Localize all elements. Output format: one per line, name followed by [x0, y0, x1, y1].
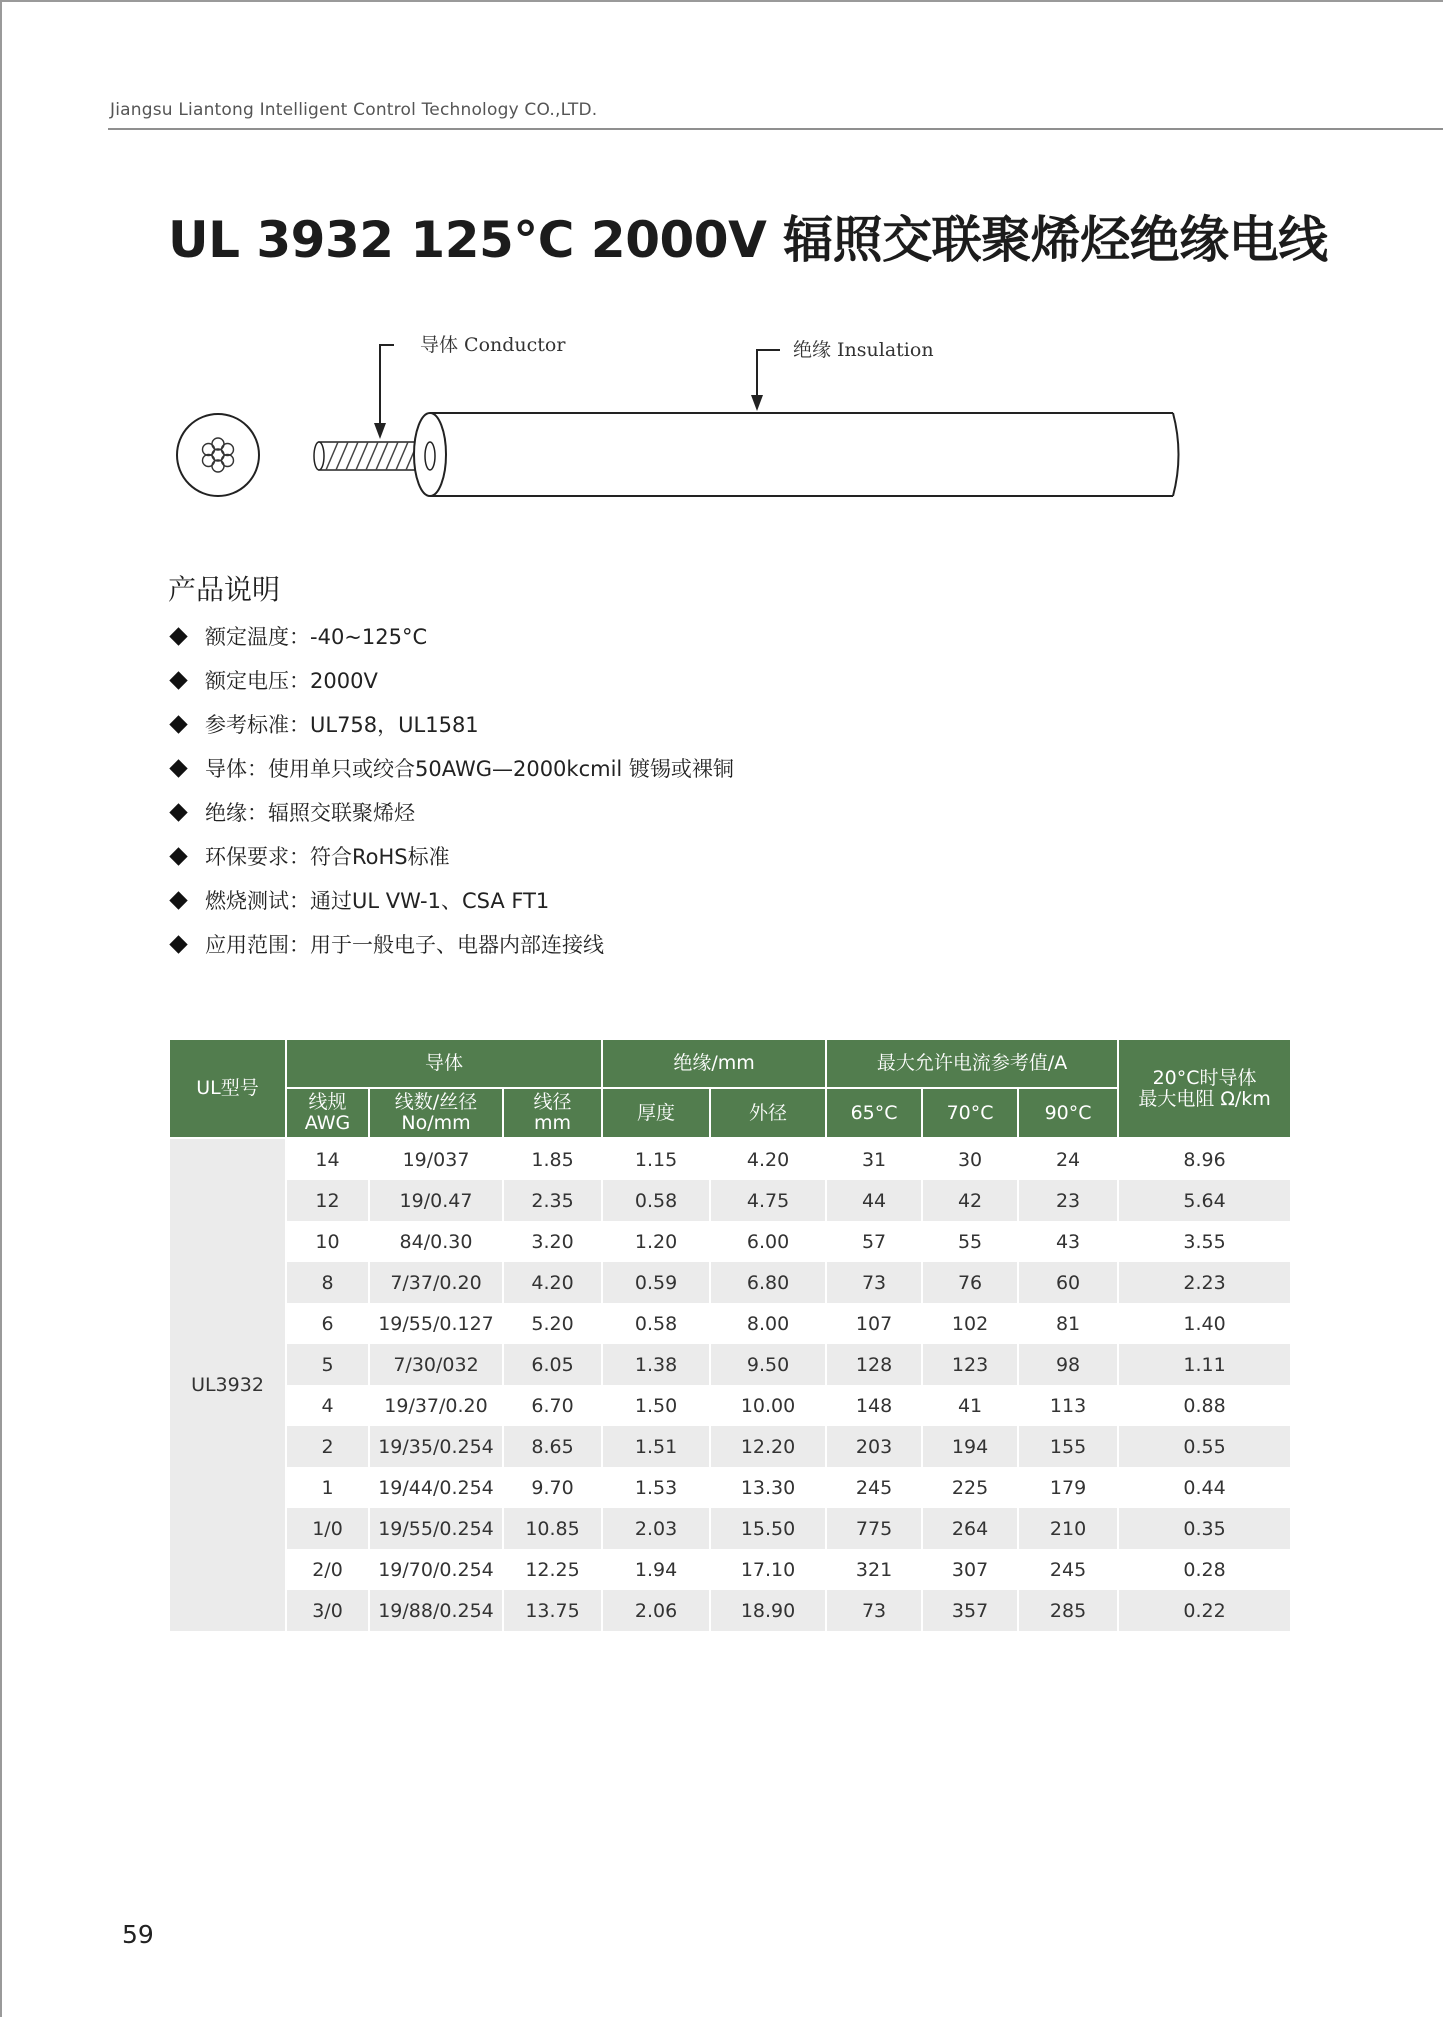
cell-current-70c: 264: [922, 1508, 1018, 1549]
col-header-resistance-line1: 20°C时导体: [1152, 1066, 1257, 1089]
cell-current-65c: 775: [826, 1508, 922, 1549]
col-header-insulation: 绝缘/mm: [602, 1039, 826, 1088]
page-title: UL 3932 125°C 2000V 辐照交联聚烯烃绝缘电线: [168, 211, 1328, 269]
col-header-awg-line2: AWG: [304, 1112, 351, 1134]
cell-thickness: 2.06: [602, 1590, 710, 1631]
cell-outer-diameter: 8.00: [710, 1303, 826, 1344]
list-item: [168, 834, 734, 878]
cell-current-65c: 148: [826, 1385, 922, 1426]
cell-outer-diameter: 10.00: [710, 1385, 826, 1426]
list-item-text: 额定电压：2000V: [205, 669, 378, 693]
cell-resistance: 3.55: [1118, 1221, 1291, 1262]
page-number: 59: [122, 1920, 154, 1949]
cell-resistance: 5.64: [1118, 1180, 1291, 1221]
col-header-diameter: [503, 1088, 602, 1138]
cell-diameter: 12.25: [503, 1549, 602, 1590]
table-row: [169, 1467, 1291, 1508]
cell-current-70c: 102: [922, 1303, 1018, 1344]
cell-awg: 8: [286, 1262, 369, 1303]
cell-diameter: 1.85: [503, 1138, 602, 1180]
list-item: [168, 746, 734, 790]
cell-thickness: 0.58: [602, 1180, 710, 1221]
cell-diameter: 8.65: [503, 1426, 602, 1467]
list-item-text: 绝缘：辐照交联聚烯烃: [205, 801, 415, 825]
cell-awg: 1/0: [286, 1508, 369, 1549]
cross-section-icon: [177, 414, 259, 496]
cell-current-65c: 321: [826, 1549, 922, 1590]
cell-diameter: 6.05: [503, 1344, 602, 1385]
col-header-strand-line1: 线数/丝径: [394, 1091, 478, 1113]
cell-current-65c: 107: [826, 1303, 922, 1344]
cell-resistance: 1.40: [1118, 1303, 1291, 1344]
cell-outer-diameter: 9.50: [710, 1344, 826, 1385]
table-body: [169, 1138, 1291, 1631]
cell-current-65c: 245: [826, 1467, 922, 1508]
cell-outer-diameter: 12.20: [710, 1426, 826, 1467]
list-item-text: 参考标准：UL758，UL1581: [205, 713, 479, 737]
list-item: [168, 702, 734, 746]
cell-awg: 14: [286, 1138, 369, 1180]
insulation-label: 绝缘 Insulation: [793, 339, 934, 361]
cell-strand: 19/55/0.254: [369, 1508, 503, 1549]
cell-outer-diameter: 13.30: [710, 1467, 826, 1508]
table-row: [169, 1221, 1291, 1262]
col-header-resistance: [1118, 1039, 1291, 1138]
cell-current-70c: 123: [922, 1344, 1018, 1385]
cell-current-90c: 155: [1018, 1426, 1118, 1467]
cell-outer-diameter: 18.90: [710, 1590, 826, 1631]
spec-table: [168, 1038, 1292, 1631]
cell-diameter: 4.20: [503, 1262, 602, 1303]
cell-thickness: 1.53: [602, 1467, 710, 1508]
cell-current-90c: 24: [1018, 1138, 1118, 1180]
cell-current-65c: 31: [826, 1138, 922, 1180]
cell-resistance: 2.23: [1118, 1262, 1291, 1303]
cell-current-90c: 245: [1018, 1549, 1118, 1590]
cell-current-90c: 81: [1018, 1303, 1118, 1344]
cell-resistance: 8.96: [1118, 1138, 1291, 1180]
col-header-awg: [286, 1088, 369, 1138]
cell-awg: 2: [286, 1426, 369, 1467]
cell-current-70c: 42: [922, 1180, 1018, 1221]
cell-outer-diameter: 15.50: [710, 1508, 826, 1549]
cell-current-90c: 113: [1018, 1385, 1118, 1426]
page-border-top: [0, 0, 1443, 2]
col-header-awg-line1: 线规: [308, 1091, 347, 1113]
cell-diameter: 5.20: [503, 1303, 602, 1344]
cell-thickness: 1.94: [602, 1549, 710, 1590]
cell-thickness: 0.59: [602, 1262, 710, 1303]
cell-strand: 19/55/0.127: [369, 1303, 503, 1344]
col-header-65c: 65°C: [826, 1088, 922, 1138]
cell-diameter: 3.20: [503, 1221, 602, 1262]
insulation-tube: [414, 413, 1179, 496]
list-item-text: 应用范围：用于一般电子、电器内部连接线: [205, 933, 604, 957]
list-item: [168, 614, 734, 658]
cell-resistance: 0.22: [1118, 1590, 1291, 1631]
cell-diameter: 13.75: [503, 1590, 602, 1631]
page-border-left: [0, 0, 2, 2017]
section-title: 产品说明: [168, 573, 281, 606]
cell-awg: 5: [286, 1344, 369, 1385]
cell-current-65c: 73: [826, 1262, 922, 1303]
cell-strand: 19/35/0.254: [369, 1426, 503, 1467]
cell-current-70c: 55: [922, 1221, 1018, 1262]
col-header-90c: 90°C: [1018, 1088, 1118, 1138]
cell-resistance: 0.88: [1118, 1385, 1291, 1426]
cell-resistance: 0.28: [1118, 1549, 1291, 1590]
cell-resistance: 0.55: [1118, 1426, 1291, 1467]
col-header-outer-diameter: 外径: [710, 1088, 826, 1138]
cell-resistance: 1.11: [1118, 1344, 1291, 1385]
company-name: Jiangsu Liantong Intelligent Control Technology CO.,LTD.: [110, 100, 598, 120]
cell-diameter: 9.70: [503, 1467, 602, 1508]
cell-current-65c: 128: [826, 1344, 922, 1385]
cell-outer-diameter: 4.20: [710, 1138, 826, 1180]
diamond-bullet-icon: [169, 891, 187, 909]
cell-diameter: 2.35: [503, 1180, 602, 1221]
diamond-bullet-icon: [169, 715, 187, 733]
cell-strand: 19/88/0.254: [369, 1590, 503, 1631]
cell-strand: 19/44/0.254: [369, 1467, 503, 1508]
col-header-model: UL型号: [169, 1039, 286, 1138]
cell-current-70c: 225: [922, 1467, 1018, 1508]
spec-list: [168, 614, 734, 966]
cell-current-90c: 285: [1018, 1590, 1118, 1631]
cell-strand: 7/37/0.20: [369, 1262, 503, 1303]
table-row: [169, 1508, 1291, 1549]
table-row: [169, 1180, 1291, 1221]
col-header-diameter-line1: 线径: [533, 1091, 572, 1113]
list-item: [168, 658, 734, 702]
diamond-bullet-icon: [169, 935, 187, 953]
cell-awg: 10: [286, 1221, 369, 1262]
cell-current-65c: 203: [826, 1426, 922, 1467]
list-item-text: 导体：使用单只或绞合50AWG—2000kcmil 镀锡或裸铜: [205, 757, 734, 781]
cell-strand: 7/30/032: [369, 1344, 503, 1385]
conductor-leader: [374, 345, 394, 439]
col-header-70c: 70°C: [922, 1088, 1018, 1138]
cell-thickness: 1.15: [602, 1138, 710, 1180]
conductor-label: 导体 Conductor: [420, 334, 566, 356]
table-row: [169, 1344, 1291, 1385]
table-row: [169, 1590, 1291, 1631]
list-item: [168, 922, 734, 966]
cell-model: UL3932: [169, 1138, 286, 1631]
diamond-bullet-icon: [169, 627, 187, 645]
cell-current-65c: 73: [826, 1590, 922, 1631]
cell-current-70c: 307: [922, 1549, 1018, 1590]
cell-awg: 1: [286, 1467, 369, 1508]
cell-current-65c: 44: [826, 1180, 922, 1221]
cell-resistance: 0.44: [1118, 1467, 1291, 1508]
cell-diameter: 6.70: [503, 1385, 602, 1426]
cell-thickness: 1.51: [602, 1426, 710, 1467]
cell-thickness: 1.20: [602, 1221, 710, 1262]
table-row: [169, 1549, 1291, 1590]
cell-outer-diameter: 4.75: [710, 1180, 826, 1221]
cell-current-90c: 210: [1018, 1508, 1118, 1549]
diamond-bullet-icon: [169, 847, 187, 865]
cell-outer-diameter: 17.10: [710, 1549, 826, 1590]
header-divider: [108, 128, 1443, 130]
cell-outer-diameter: 6.00: [710, 1221, 826, 1262]
diamond-bullet-icon: [169, 759, 187, 777]
cell-thickness: 1.50: [602, 1385, 710, 1426]
list-item-text: 燃烧测试：通过UL VW-1、CSA FT1: [205, 889, 550, 913]
cable-diagram: [168, 315, 1198, 515]
list-item-text: 环保要求：符合RoHS标准: [205, 845, 450, 869]
cell-current-70c: 30: [922, 1138, 1018, 1180]
table-row: [169, 1138, 1291, 1180]
col-header-strand: [369, 1088, 503, 1138]
cell-current-90c: 98: [1018, 1344, 1118, 1385]
cell-current-90c: 23: [1018, 1180, 1118, 1221]
cell-strand: 84/0.30: [369, 1221, 503, 1262]
table-row: [169, 1385, 1291, 1426]
cell-current-65c: 57: [826, 1221, 922, 1262]
cell-current-70c: 194: [922, 1426, 1018, 1467]
list-item: [168, 878, 734, 922]
cell-strand: 19/037: [369, 1138, 503, 1180]
col-header-thickness: 厚度: [602, 1088, 710, 1138]
cell-awg: 12: [286, 1180, 369, 1221]
cell-thickness: 0.58: [602, 1303, 710, 1344]
table-row: [169, 1262, 1291, 1303]
cell-current-70c: 76: [922, 1262, 1018, 1303]
cell-current-90c: 60: [1018, 1262, 1118, 1303]
list-item: [168, 790, 734, 834]
cell-strand: 19/37/0.20: [369, 1385, 503, 1426]
table-row: [169, 1426, 1291, 1467]
col-header-current: 最大允许电流参考值/A: [826, 1039, 1118, 1088]
cell-outer-diameter: 6.80: [710, 1262, 826, 1303]
cell-current-70c: 41: [922, 1385, 1018, 1426]
col-header-resistance-line2: 最大电阻 Ω/km: [1138, 1087, 1271, 1110]
diamond-bullet-icon: [169, 803, 187, 821]
cell-thickness: 2.03: [602, 1508, 710, 1549]
cell-strand: 19/0.47: [369, 1180, 503, 1221]
cell-diameter: 10.85: [503, 1508, 602, 1549]
col-header-strand-line2: No/mm: [401, 1112, 471, 1134]
cell-awg: 2/0: [286, 1549, 369, 1590]
col-header-conductor: 导体: [286, 1039, 602, 1088]
cell-thickness: 1.38: [602, 1344, 710, 1385]
cell-awg: 4: [286, 1385, 369, 1426]
col-header-diameter-line2: mm: [534, 1112, 572, 1134]
cell-strand: 19/70/0.254: [369, 1549, 503, 1590]
cell-resistance: 0.35: [1118, 1508, 1291, 1549]
cell-current-90c: 179: [1018, 1467, 1118, 1508]
table-row: [169, 1303, 1291, 1344]
cell-current-90c: 43: [1018, 1221, 1118, 1262]
diamond-bullet-icon: [169, 671, 187, 689]
list-item-text: 额定温度：-40~125°C: [205, 625, 428, 649]
insulation-leader: [751, 350, 780, 411]
cell-awg: 3/0: [286, 1590, 369, 1631]
cell-awg: 6: [286, 1303, 369, 1344]
cell-current-70c: 357: [922, 1590, 1018, 1631]
